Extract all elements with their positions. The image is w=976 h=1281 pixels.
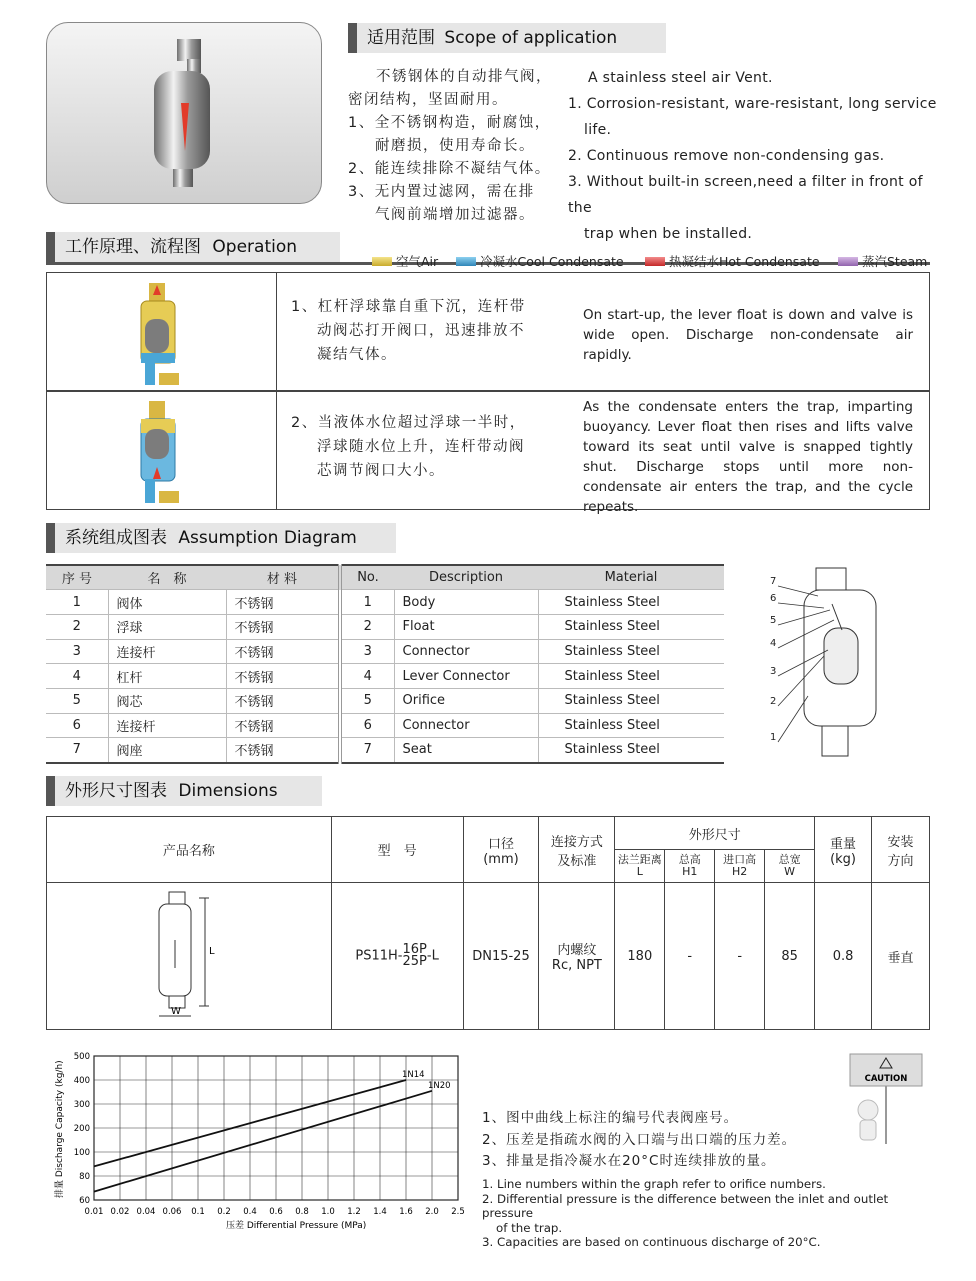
capacity-chart: [46, 1048, 466, 1238]
table-cell: Lever Connector: [394, 664, 538, 689]
header-H1-sym: H1: [682, 865, 698, 878]
table-cell: Body: [394, 590, 538, 615]
dimensions-heading-cn: 外形尺寸图表: [65, 781, 167, 801]
table-cell: 阀座: [108, 738, 226, 763]
x-tick-label: 1.4: [373, 1207, 387, 1217]
table-cell: 连接杆: [108, 713, 226, 738]
scope-cn-line: 3、无内置过滤网，需在排: [348, 184, 535, 200]
caution-figure: [846, 1052, 924, 1148]
y-tick-label: 60: [79, 1196, 90, 1206]
callout-1: 1: [770, 732, 777, 743]
series-label: 1N14: [402, 1070, 425, 1080]
table-cell: 不锈钢: [226, 664, 340, 689]
table-cell: 不锈钢: [226, 738, 340, 763]
trap-float-rises-diagram: [47, 391, 277, 509]
scope-cn-line: 1、全不锈钢构造，耐腐蚀，: [348, 115, 551, 131]
scope-heading-en: Scope of application: [444, 28, 618, 48]
y-tick-label: 500: [73, 1052, 90, 1062]
note-en-2a: 2. Differential pressure is the difference between the inlet and outlet pressure: [482, 1191, 889, 1220]
legend-steam: [838, 252, 927, 270]
connection-1: 内螺纹: [557, 943, 597, 958]
table-cell: 杠杆: [108, 664, 226, 689]
header-H1: [665, 850, 715, 883]
table-cell: Stainless Steel: [538, 590, 724, 615]
install-cell: 垂直: [872, 883, 930, 1030]
size-cell: DN15-25: [463, 883, 539, 1030]
table-cell: 4: [46, 664, 108, 689]
scope-en-line: A stainless steel air Vent.: [588, 70, 773, 86]
col-header: 名 称: [108, 565, 226, 590]
scope-cn-line: 耐磨损，使用寿命长。: [375, 138, 535, 154]
header-model: 型 号: [331, 817, 463, 883]
scope-en-line: trap when be installed.: [584, 226, 753, 242]
hot-condensate-swatch: [645, 257, 665, 266]
operation-divider: [47, 391, 929, 392]
step-cn-line: 1、杠杆浮球靠自重下沉，连杆带: [291, 299, 526, 315]
table-cell: 6: [46, 713, 108, 738]
callout-7: 7: [770, 576, 777, 587]
scope-heading-cn: 适用范围: [367, 28, 435, 48]
steam-swatch: [838, 257, 858, 266]
cool-condensate-swatch: [456, 257, 476, 266]
header-connection-1: 连接方式: [550, 834, 603, 850]
header-install-1: 安装: [887, 834, 914, 850]
step-cn-line: 2、当液体水位超过浮球一半时，: [291, 415, 526, 431]
weight-cell: 0.8: [815, 883, 872, 1030]
L-cell: 180: [615, 883, 665, 1030]
callout-2: 2: [770, 696, 777, 707]
table-cell: 3: [46, 639, 108, 664]
scope-cn-text: [348, 66, 570, 227]
series-line: [94, 1091, 432, 1192]
model-prefix: PS11H-: [355, 948, 403, 964]
assumption-heading-cn: 系统组成图表: [65, 528, 167, 548]
scope-en-line: 2. Continuous remove non-condensing gas.: [568, 148, 885, 164]
header-L: [615, 850, 665, 883]
note-en-2b: of the trap.: [496, 1220, 563, 1235]
x-tick-label: 0.1: [191, 1207, 205, 1217]
scope-heading: [348, 23, 666, 53]
legend-cool-condensate: [456, 252, 624, 270]
legend-label: 热凝结水Hot Condensate: [669, 254, 820, 269]
header-weight-label: 重量: [830, 836, 857, 852]
operation-heading-cn: 工作原理、流程图: [65, 237, 201, 257]
header-L-label: 法兰距离: [617, 853, 662, 866]
operation-table: [46, 272, 930, 515]
connection-cell: [539, 883, 615, 1030]
col-header: 序 号: [46, 565, 108, 590]
header-product: 产品名称: [47, 817, 332, 883]
table-row: [46, 738, 724, 763]
table-row: [46, 639, 724, 664]
table-row: [46, 713, 724, 738]
col-header: Material: [538, 565, 724, 590]
x-tick-label: 1.2: [347, 1207, 361, 1217]
scope-en-line: 1. Corrosion-resistant, ware-resistant, long service: [568, 96, 937, 112]
trap-start-up-diagram: [47, 273, 277, 391]
col-header: No.: [340, 565, 394, 590]
header-install: [872, 817, 930, 883]
table-cell: 2: [340, 614, 394, 639]
col-header: Description: [394, 565, 538, 590]
dimensions-heading-en: Dimensions: [178, 781, 278, 801]
table-cell: 不锈钢: [226, 688, 340, 713]
assumption-header-row: [46, 565, 724, 590]
header-connection-2: 及标准: [557, 853, 597, 869]
scope-cn-line: 不锈钢体的自动排气阀，: [376, 69, 552, 85]
x-tick-label: 0.06: [162, 1207, 182, 1217]
header-weight-unit: (kg): [830, 851, 857, 867]
operation-step-2: [47, 391, 929, 515]
model-bottom: 25P: [402, 954, 427, 969]
legend-label: 空气Air: [396, 254, 439, 269]
y-tick-label: 200: [73, 1124, 90, 1134]
header-W-sym: W: [784, 865, 796, 878]
legend-label: 冷凝水Cool Condensate: [480, 254, 624, 269]
header-weight: [815, 817, 872, 883]
header-outline: 外形尺寸: [615, 817, 815, 850]
header-install-2: 方向: [887, 853, 914, 869]
table-cell: 2: [46, 614, 108, 639]
scope-cn-line: 气阀前端增加过滤器。: [375, 207, 535, 223]
operation-heading-en: Operation: [212, 237, 298, 257]
table-cell: 不锈钢: [226, 590, 340, 615]
x-tick-label: 1.6: [399, 1207, 413, 1217]
step-2-illustration: [47, 391, 277, 509]
note-en-1: 1. Line numbers within the graph refer to orifice numbers.: [482, 1177, 826, 1191]
connection-2: Rc, NPT: [551, 958, 602, 973]
table-cell: 不锈钢: [226, 713, 340, 738]
model-cell: [331, 883, 463, 1030]
table-cell: 不锈钢: [226, 614, 340, 639]
header-L-sym: L: [636, 865, 643, 878]
table-row: [46, 664, 724, 689]
step-1-illustration: [47, 273, 277, 390]
note-en-3: 3. Capacities are based on continuous discharge of 20°C.: [482, 1235, 821, 1249]
callout-6: 6: [770, 593, 777, 604]
y-tick-label: 100: [73, 1148, 90, 1158]
x-tick-label: 1.0: [321, 1207, 335, 1217]
scope-en-line: 3. Without built-in screen,need a filter in front of the: [568, 174, 923, 216]
table-cell: 不锈钢: [226, 639, 340, 664]
table-cell: Seat: [394, 738, 538, 763]
header-H2-label: 进口高: [723, 853, 757, 866]
table-cell: 阀芯: [108, 688, 226, 713]
table-cell: 7: [46, 738, 108, 763]
H1-cell: -: [665, 883, 715, 1030]
x-tick-label: 0.8: [295, 1207, 309, 1217]
x-axis-label: 压差 Differential Pressure (MPa): [226, 1221, 367, 1231]
x-tick-label: 0.2: [217, 1207, 231, 1217]
x-tick-label: 0.02: [110, 1207, 130, 1217]
legend-label: 蒸汽Steam: [862, 254, 928, 269]
header-size-label: 口径: [487, 836, 514, 852]
header-size: [463, 817, 539, 883]
table-cell: 7: [340, 738, 394, 763]
scope-en-text: [568, 65, 938, 247]
table-cell: 5: [340, 688, 394, 713]
caution-sign-icon: [846, 1052, 924, 1148]
table-cell: Stainless Steel: [538, 664, 724, 689]
drawing-L-label: L: [208, 946, 215, 957]
step-cn-line: 动阀芯打开阀口，迅速排放不: [317, 323, 525, 339]
H2-cell: -: [715, 883, 765, 1030]
series-label: 1N20: [428, 1080, 451, 1091]
scope-en-line: life.: [584, 122, 612, 138]
legend-hot-condensate: [645, 252, 820, 270]
callout-3: 3: [770, 666, 777, 677]
step-1-en: On start-up, the lever float is down and valve is wide open. Discharge non-condensate air rapidly.: [583, 307, 913, 363]
assumption-heading: [46, 523, 396, 553]
dimensions-table: [46, 816, 930, 1030]
air-vent-photo: [47, 23, 323, 205]
assumption-heading-en: Assumption Diagram: [178, 528, 357, 548]
table-cell: 6: [340, 713, 394, 738]
table-cell: 阀体: [108, 590, 226, 615]
x-tick-label: 2.0: [425, 1207, 439, 1217]
table-cell: Float: [394, 614, 538, 639]
operation-step-1: [47, 273, 929, 391]
product-drawing-cell: [47, 883, 332, 1030]
table-cell: 5: [46, 688, 108, 713]
operation-heading: [46, 232, 340, 262]
header-H1-label: 总高: [678, 853, 701, 866]
y-tick-label: 400: [73, 1076, 90, 1086]
scope-cn-line: 2、能连续排除不凝结气体。: [348, 161, 551, 177]
table-cell: Stainless Steel: [538, 738, 724, 763]
step-2-cn: [291, 411, 591, 483]
y-axis-label: 排量 Discharge Capacity (kg/h): [55, 1060, 65, 1198]
step-1-cn: [291, 295, 591, 367]
step-cn-line: 芯调节阀口大小。: [317, 463, 445, 479]
y-tick-label: 80: [79, 1172, 90, 1182]
header-W: [765, 850, 815, 883]
model-suffix: -L: [426, 948, 439, 964]
table-cell: 1: [46, 590, 108, 615]
caution-label: CAUTION: [864, 1074, 908, 1084]
trap-section-drawing: [758, 566, 886, 762]
notes-cn: [482, 1108, 796, 1173]
step-cn-line: 凝结气体。: [317, 347, 397, 363]
product-outline-drawing: [129, 884, 249, 1024]
step-2-en: As the condensate enters the trap, imparting buoyancy. Lever float then rises and lifts valve toward its seat until valve is snapped tightly shut. Discharge stops until more non-condensate air enters the trap, and the cycle repeats.: [583, 399, 913, 515]
callout-4: 4: [770, 638, 777, 649]
model-top: 16P: [402, 942, 427, 957]
header-W-label: 总宽: [778, 853, 801, 866]
drawing-W-label: W: [170, 1006, 181, 1017]
notes-en: [482, 1177, 942, 1250]
note-cn-line: 3、排量是指冷凝水在20°C时连续排放的量。: [482, 1153, 776, 1169]
col-header: 材 料: [226, 565, 340, 590]
exploded-diagram: [758, 566, 886, 762]
x-tick-label: 0.6: [269, 1207, 283, 1217]
note-cn-line: 2、压差是指疏水阀的入口端与出口端的压力差。: [482, 1131, 797, 1148]
header-H2: [715, 850, 765, 883]
header-connection: [539, 817, 615, 883]
x-tick-label: 0.01: [84, 1207, 104, 1217]
header-size-unit: (mm): [483, 851, 519, 867]
step-cn-line: 浮球随水位上升，连杆带动阀: [317, 439, 525, 455]
air-swatch: [372, 257, 392, 266]
table-cell: Stainless Steel: [538, 713, 724, 738]
table-cell: Stainless Steel: [538, 688, 724, 713]
x-tick-label: 2.5: [451, 1207, 465, 1217]
table-cell: Stainless Steel: [538, 614, 724, 639]
table-cell: Connector: [394, 713, 538, 738]
table-cell: 1: [340, 590, 394, 615]
x-tick-label: 0.4: [243, 1207, 257, 1217]
table-cell: 浮球: [108, 614, 226, 639]
table-cell: 连接杆: [108, 639, 226, 664]
x-tick-label: 0.04: [136, 1207, 156, 1217]
assumption-table: [46, 564, 724, 764]
table-cell: Orifice: [394, 688, 538, 713]
legend-air: [372, 252, 438, 270]
table-cell: Stainless Steel: [538, 639, 724, 664]
table-row: [46, 688, 724, 713]
table-row: [46, 614, 724, 639]
dimensions-heading: [46, 776, 322, 806]
scope-cn-line: 密闭结构，坚固耐用。: [348, 92, 508, 108]
note-cn-line: 1、图中曲线上标注的编号代表阀座号。: [482, 1110, 739, 1126]
callout-5: 5: [770, 615, 777, 626]
table-cell: 4: [340, 664, 394, 689]
header-H2-sym: H2: [732, 865, 748, 878]
y-tick-label: 300: [73, 1100, 90, 1110]
product-photo: [46, 22, 322, 204]
table-row: [46, 590, 724, 615]
table-cell: 3: [340, 639, 394, 664]
table-cell: Connector: [394, 639, 538, 664]
W-cell: 85: [765, 883, 815, 1030]
